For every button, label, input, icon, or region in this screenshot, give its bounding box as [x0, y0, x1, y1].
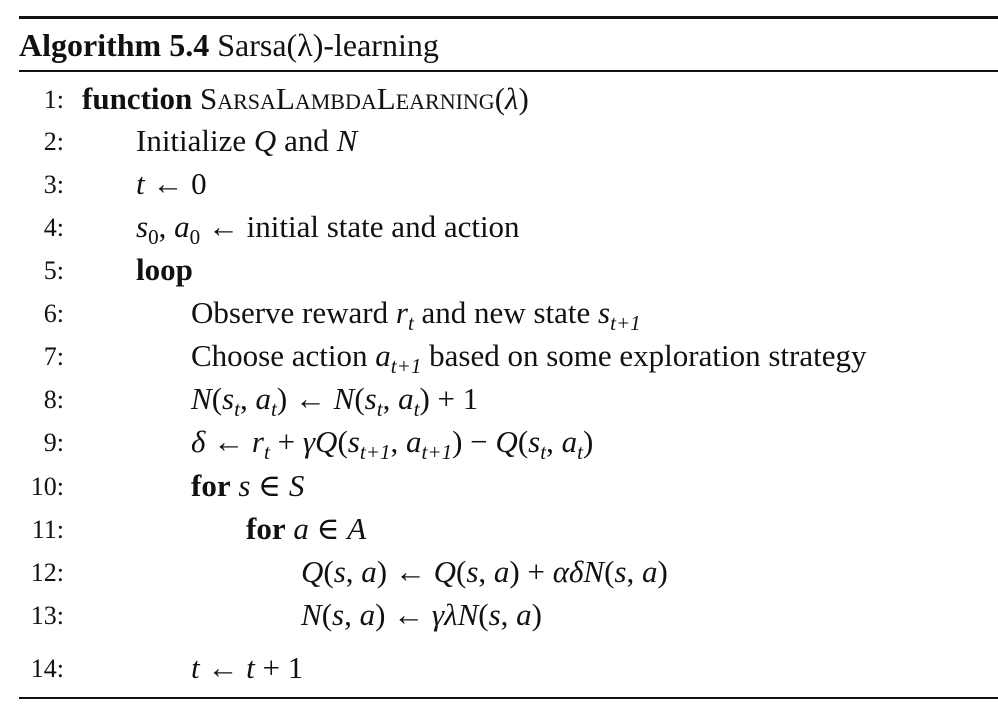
line-number: 5:	[43, 256, 64, 285]
line-code: Choose action $a_{t+1}$ based on some exploration strategy	[191, 338, 867, 378]
keyword-loop: loop	[136, 252, 193, 287]
algorithm-line	[0, 293, 998, 333]
line-number: 8:	[43, 385, 64, 414]
algorithm-line	[0, 552, 998, 592]
algorithm-line	[0, 509, 998, 549]
algorithm-line	[0, 648, 998, 688]
caption-rule	[19, 70, 998, 72]
line-number: 2:	[43, 127, 64, 156]
line-number: 3:	[43, 170, 64, 199]
line-number: 4:	[43, 213, 64, 242]
algorithm-line	[0, 422, 998, 462]
algorithm-line	[0, 595, 998, 635]
line-code: Observe reward $r_t$ and new state $s_{t+1}$	[191, 295, 641, 335]
algorithm-line	[0, 164, 998, 204]
algorithm-line	[0, 466, 998, 506]
line-code: t ← 0	[136, 166, 207, 201]
line-code: for s ∈ S	[191, 468, 305, 503]
line-code: δ ← $r_t + \gamma Q(s_{t+1}$, $a_{t+1}) - Q(s_t$, $a_t$)	[191, 424, 594, 464]
caption-title: Sarsa(λ)-learning	[217, 27, 439, 63]
keyword-for: for	[246, 511, 286, 546]
keyword-function: function	[82, 81, 193, 116]
line-number: 11:	[31, 515, 64, 544]
top-rule	[19, 16, 998, 19]
function-name: SarsaLambdaLearning	[200, 81, 495, 116]
bottom-rule	[19, 697, 998, 699]
algorithm-line	[0, 79, 998, 119]
algorithm-caption	[19, 25, 439, 65]
line-number: 9:	[43, 428, 64, 457]
algorithm-line	[0, 121, 998, 161]
line-code: $s_0$, $a_0$ ← initial state and action	[136, 209, 520, 249]
algorithm-line	[0, 336, 998, 376]
line-code: Q(s, a) ← Q(s, a) + αδN(s, a)	[301, 554, 668, 589]
algorithm-line	[0, 207, 998, 247]
caption-label: Algorithm 5.4	[19, 27, 210, 63]
keyword-for: for	[191, 468, 231, 503]
line-code: t ← t + 1	[191, 650, 304, 685]
line-number: 12:	[30, 558, 64, 587]
line-number: 14:	[30, 654, 64, 683]
algorithm-line	[0, 250, 998, 290]
line-number: 13:	[30, 601, 64, 630]
line-code: for a ∈ A	[246, 511, 367, 546]
line-code: function SarsaLambdaLearning(λ)	[82, 81, 529, 116]
line-number: 10:	[30, 472, 64, 501]
line-number: 6:	[43, 299, 64, 328]
algorithm-line	[0, 379, 998, 419]
line-code: N(s, a) ← γλN(s, a)	[301, 597, 542, 632]
line-code	[136, 250, 193, 290]
line-number: 7:	[43, 342, 64, 371]
line-code: Initialize Q and N	[136, 123, 358, 158]
line-number: 1:	[43, 85, 64, 114]
line-code: $N(s_t$, $a_t$) ← $N(s_t$, $a_t) + 1$	[191, 381, 479, 421]
